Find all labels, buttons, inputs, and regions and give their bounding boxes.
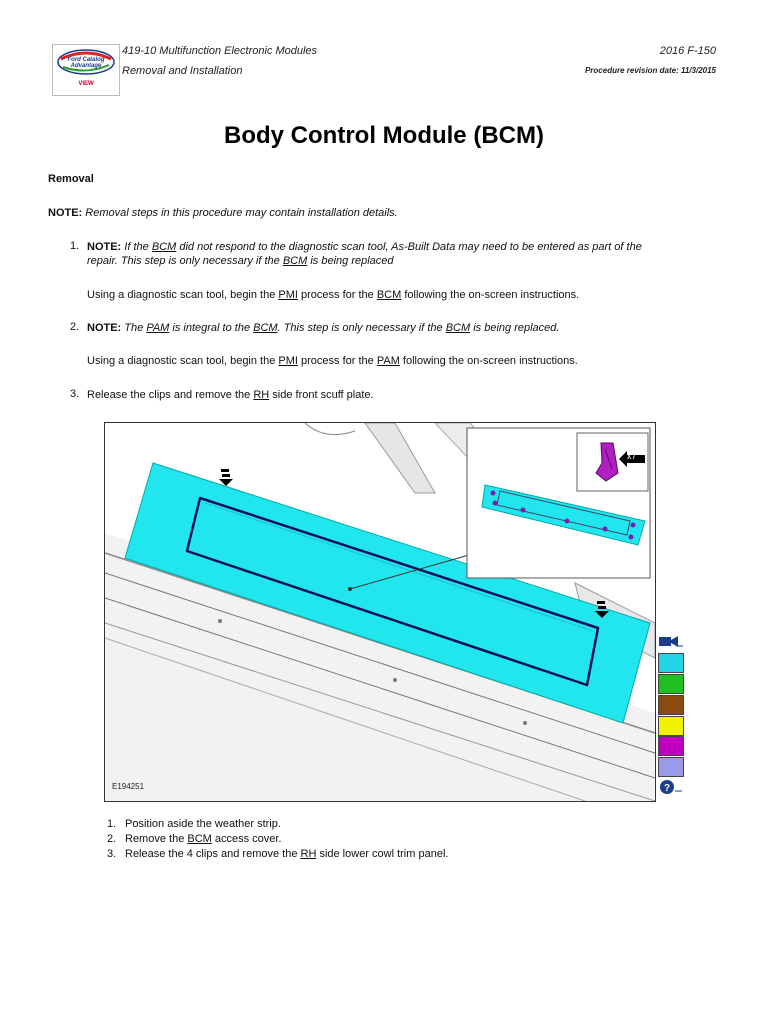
body-text: Using a diagnostic scan tool, begin the (87, 289, 279, 301)
note-text: . This step is only necessary if the (277, 322, 446, 334)
bcm-link[interactable]: BCM (376, 289, 402, 301)
substep-b: side lower cowl trim panel. (316, 848, 449, 860)
scuff-plate-illustration[interactable] (104, 422, 656, 802)
vehicle-label: 2016 F-150 (659, 45, 716, 57)
note-label: NOTE: (87, 322, 122, 334)
bcm-link[interactable]: BCM (445, 322, 471, 334)
substep-text (125, 848, 448, 861)
note-text: Removal steps in this procedure may contain installation details. (85, 207, 398, 219)
color-swatch-yellow (658, 716, 684, 736)
note-text: is being replaced (307, 255, 394, 267)
body-text: following the on-screen instructions. (399, 355, 578, 367)
step-number: 2. (70, 321, 80, 333)
body-text: process for the (297, 355, 377, 367)
rh-link[interactable]: RH (300, 848, 317, 860)
note-label: NOTE: (48, 207, 83, 219)
body-text: side front scuff plate. (269, 389, 374, 401)
svg-text:?: ? (663, 783, 671, 794)
substep-a: Release the 4 clips and remove the (125, 848, 301, 860)
video-camera-icon[interactable] (658, 634, 684, 650)
bcm-link[interactable]: BCM (282, 255, 308, 267)
logo-view: VIEW (78, 81, 94, 87)
figure-id: E194251 (112, 782, 145, 791)
note-text: did not respond to the diagnostic scan tool, As-Built Data may need to be entered as part of the (176, 241, 642, 253)
note-text: The (124, 322, 147, 334)
bcm-link[interactable]: BCM (151, 241, 177, 253)
bcm-link[interactable]: BCM (253, 322, 278, 334)
color-swatch-lavender (658, 757, 684, 777)
pmi-link[interactable]: PMI (278, 289, 298, 301)
substep-text (125, 833, 282, 846)
note-text: is being replaced. (470, 322, 560, 334)
note-text: repair. This step is only necessary if the (87, 255, 283, 267)
step-number: 3. (70, 388, 80, 400)
color-swatch-cyan (658, 653, 684, 673)
body-text: process for the (297, 289, 377, 301)
page-title: Body Control Module (BCM) (224, 122, 544, 149)
step-2-note (87, 321, 559, 335)
substep-number: 2. (107, 833, 117, 845)
help-icon[interactable] (658, 779, 684, 795)
bcm-link[interactable]: BCM (187, 833, 212, 845)
body-text: Using a diagnostic scan tool, begin the (87, 355, 279, 367)
color-swatch-magenta (658, 736, 684, 756)
note-text: is integral to the (169, 322, 254, 334)
color-swatch-brown (658, 695, 684, 715)
step-number: 1. (70, 240, 80, 252)
section-code: 419-10 Multifunction Electronic Modules (122, 45, 318, 57)
revision-date: Procedure revision date: 11/3/2015 (584, 66, 716, 75)
body-text: Release the clips and remove the (87, 389, 254, 401)
substep-b: access cover. (211, 833, 282, 845)
rh-link[interactable]: RH (253, 389, 270, 401)
color-swatch-green (658, 674, 684, 694)
clip-count-callout: x7 (627, 451, 637, 461)
substep-text (125, 818, 281, 831)
ford-catalog-logo (52, 44, 120, 96)
substep-number: 3. (107, 848, 117, 860)
pam-link[interactable]: PAM (146, 322, 170, 334)
body-text: following the on-screen instructions. (401, 289, 580, 301)
substep-a: Position aside the weather strip. (125, 818, 281, 830)
step-1-note (87, 240, 697, 268)
logo-text: Ford Catalog Advantage (67, 57, 105, 69)
intro-note (48, 206, 398, 220)
substep-a: Remove the (125, 833, 188, 845)
note-label: NOTE: (87, 241, 122, 253)
step-2-body (87, 354, 578, 368)
subsection: Removal and Installation (122, 65, 243, 77)
pam-link[interactable]: PAM (376, 355, 400, 367)
note-text: If the (124, 241, 152, 253)
substep-number: 1. (107, 818, 117, 830)
step-1-body (87, 288, 579, 302)
section-heading: Removal (48, 173, 94, 185)
pmi-link[interactable]: PMI (278, 355, 298, 367)
step-3-text (87, 388, 374, 402)
